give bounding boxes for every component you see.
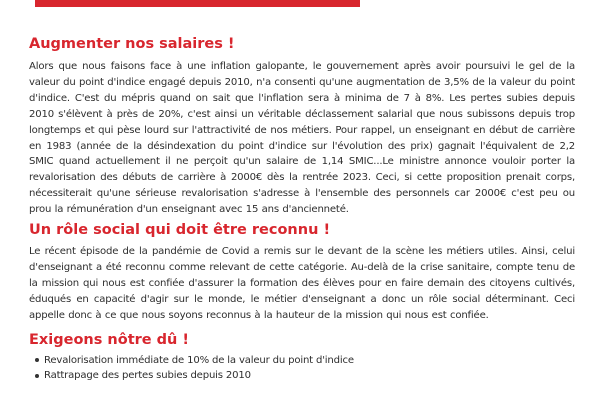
header-red-bar bbox=[35, 0, 360, 7]
section-title: Un rôle social qui doit être reconnu ! bbox=[29, 222, 331, 239]
bullet-icon bbox=[35, 374, 39, 378]
section-title: Exigeons nôtre dû ! bbox=[29, 331, 190, 348]
list-item bbox=[35, 353, 575, 369]
list-item-text: Rattrapage des pertes subies depuis 2010 bbox=[44, 370, 251, 382]
demands-list bbox=[29, 353, 575, 384]
section-title: Augmenter nos salaires ! bbox=[29, 36, 235, 52]
section-body: Alors que nous faisons face à une inflation galopante, le gouvernement après avoir poursuivi le gel de la valeur du point d'indice engagé depuis 2010, n'a consenti qu'une augmentation de 3,5% de la valeur du point d'indice. C'est du mépris quand on sait que l'inflation sera à minima de 7 à 8%. Les pertes subies depuis 2010 s'élèvent à près de 20%, c'est ainsi un véritable déclassement salarial que nous subissons depuis trop longtemps et qui pèse lourd sur l'attractivité de nos métiers. Pour rappel, un enseignant en début de carrière en 1983 (année de la désindexation du point d'indice sur l'évolution des prix) gagnait l'équivalent de 2,2 SMIC quand actuellement il ne perçoit qu'un salaire de 1,14 SMIC...Le ministre annonce vouloir porter la revalorisation des débuts de carrière à 2000€ dès la rentrée 2023. Ceci, si cette proposition prenait corps, nécessiterait qu'une sérieuse revalorisation s'adresse à l'ensemble des personnels car 2000€ c'est peu ou prou la rémunération d'un enseignant avec 15 ans d'ancienneté. bbox=[29, 61, 575, 216]
section-exigences bbox=[29, 330, 575, 384]
list-item-text: Revalorisation immédiate de 10% de la valeur du point d'indice bbox=[44, 354, 354, 366]
section-body: Le récent épisode de la pandémie de Covid a remis sur le devant de la scène les métiers utiles. Ainsi, celui d'enseignant a été reconnu comme relevant de cette catégorie. Au-delà de la crise sanitaire, compte tenu de la mission qui nous est confiée d'assurer la formation des élèves pour en faire demain des citoyens cultivés, éduqués en capacité d'agir sur le monde, le métier d'enseignant a donc un rôle social déterminant. Ceci appelle donc à ce que nous soyons reconnus à la hauteur de la mission qui nous est confiée. bbox=[29, 246, 575, 321]
list-item bbox=[35, 368, 575, 384]
article-content bbox=[29, 34, 575, 384]
section-role-social bbox=[29, 220, 575, 324]
bullet-icon bbox=[35, 358, 39, 362]
section-salaires bbox=[29, 34, 575, 218]
